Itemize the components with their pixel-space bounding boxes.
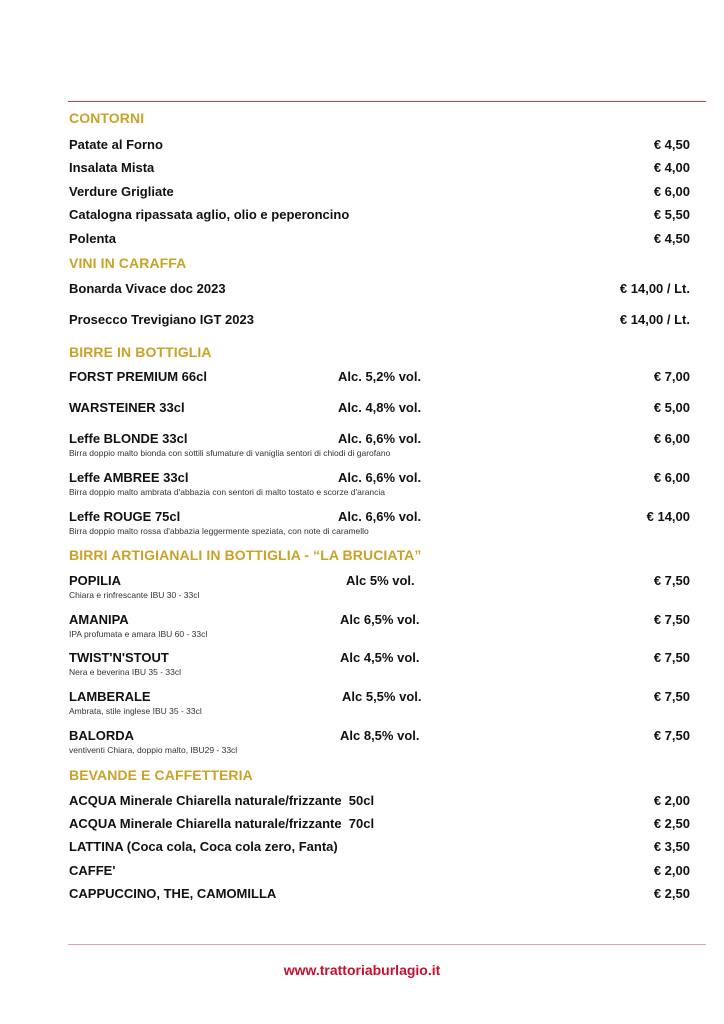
menu-item-price: € 14,00 / Lt. [619,281,690,296]
menu-item-description: Birra doppio malto bionda con sottili sfumature di vaniglia sentori di chiodi di garofano [69,448,391,458]
menu-item-price: € 6,00 [653,184,690,199]
menu-item-name: LATTINA (Coca cola, Coca cola zero, Fanta) [69,839,338,854]
menu-item-name: Catalogna ripassata aglio, olio e peperoncino [69,207,350,222]
menu-item-price: € 6,00 [653,431,690,446]
section-title-birre: BIRRE IN BOTTIGLIA [69,344,212,360]
menu-item-alcohol: Alc 5,5% vol. [342,689,422,704]
menu-item-name: LAMBERALE [69,689,151,704]
menu-item-alcohol: Alc 5% vol. [346,573,415,588]
menu-item-name: Bonarda Vivace doc 2023 [69,281,226,296]
menu-item-description: Nera e beverina IBU 35 - 33cl [69,667,181,677]
menu-item-price: € 14,00 / Lt. [619,312,690,327]
menu-item-price: € 7,00 [653,369,690,384]
menu-item-alcohol: Alc 6,5% vol. [340,612,420,627]
menu-item-price: € 7,50 [653,650,690,665]
menu-item-price: € 2,00 [653,863,690,878]
top-divider [68,101,706,102]
menu-item-price: € 6,00 [653,470,690,485]
menu-item-price: € 14,00 [646,509,690,524]
menu-item-name: Polenta [69,231,116,246]
menu-item-name: Leffe AMBREE 33cl [69,470,189,485]
menu-item-alcohol: Alc 8,5% vol. [340,728,420,743]
menu-item-name: Leffe BLONDE 33cl [69,431,188,446]
menu-item-alcohol: Alc. 4,8% vol. [338,400,422,415]
menu-item-description: Birra doppio malto rossa d'abbazia leggermente speziata, con note di caramello [69,526,369,536]
menu-item-price: € 4,50 [653,231,690,246]
menu-item-name: Patate al Forno [69,137,163,152]
menu-item-price: € 2,50 [653,816,690,831]
menu-item-name: POPILIA [69,573,122,588]
menu-item-alcohol: Alc. 6,6% vol. [338,470,422,485]
menu-item-price: € 7,50 [653,573,690,588]
menu-item-alcohol: Alc 4,5% vol. [340,650,420,665]
menu-item-name: ACQUA Minerale Chiarella naturale/frizzante 50cl [69,793,375,808]
menu-item-alcohol: Alc. 5,2% vol. [338,369,422,384]
section-title-contorni: CONTORNI [69,110,145,126]
menu-item-alcohol: Alc. 6,6% vol. [338,509,422,524]
menu-item-name: WARSTEINER 33cl [69,400,185,415]
menu-item-price: € 5,50 [653,207,690,222]
menu-item-name: TWIST'N'STOUT [69,650,169,665]
menu-item-description: Ambrata, stile inglese IBU 35 - 33cl [69,706,202,716]
menu-item-description: ventiventi Chiara, doppio malto, IBU29 - 33cl [69,745,238,755]
menu-item-price: € 7,50 [653,689,690,704]
menu-item-price: € 5,00 [653,400,690,415]
menu-item-description: Birra doppio malto ambrata d'abbazia con sentori di malto tostato e scorze d'arancia [69,487,386,497]
menu-item-name: FORST PREMIUM 66cl [69,369,207,384]
menu-item-name: Prosecco Trevigiano IGT 2023 [69,312,254,327]
menu-item-price: € 7,50 [653,612,690,627]
menu-item-name: ACQUA Minerale Chiarella naturale/frizzante 70cl [69,816,375,831]
menu-item-price: € 4,00 [653,160,690,175]
section-title-vini: VINI IN CARAFFA [69,255,187,271]
menu-item-price: € 3,50 [653,839,690,854]
menu-item-price: € 4,50 [653,137,690,152]
menu-item-name: AMANIPA [69,612,129,627]
menu-item-name: Verdure Grigliate [69,184,174,199]
menu-item-name: Insalata Mista [69,160,155,175]
menu-item-price: € 7,50 [653,728,690,743]
menu-item-price: € 2,00 [653,793,690,808]
menu-item-description: IPA profumata e amara IBU 60 - 33cl [69,629,208,639]
section-title-artigianali: BIRRI ARTIGIANALI IN BOTTIGLIA - “LA BRUCIATA” [69,547,422,563]
section-title-bevande: BEVANDE E CAFFETTERIA [69,767,253,783]
website-link[interactable]: www.trattoriaburlagio.it [283,962,441,978]
menu-item-name: BALORDA [69,728,134,743]
menu-item-price: € 2,50 [653,886,690,901]
bottom-divider [68,944,706,945]
menu-item-name: Leffe ROUGE 75cl [69,509,181,524]
menu-item-name: CAFFE' [69,863,116,878]
menu-item-alcohol: Alc. 6,6% vol. [338,431,422,446]
menu-item-description: Chiara e rinfrescante IBU 30 - 33cl [69,590,200,600]
menu-item-name: CAPPUCCINO, THE, CAMOMILLA [69,886,277,901]
